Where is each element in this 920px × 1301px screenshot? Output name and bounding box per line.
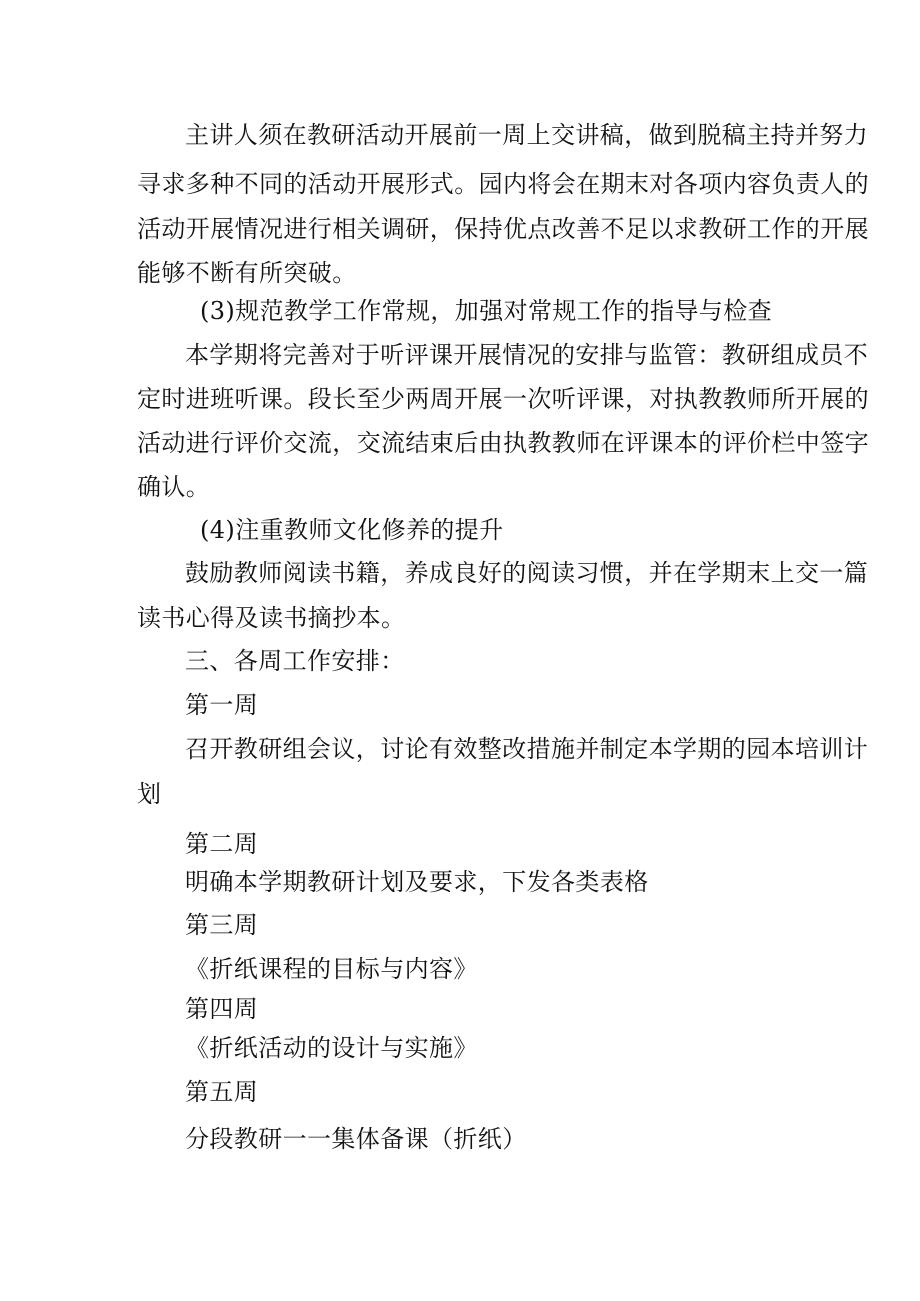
paragraph-3-line-1: 鼓励教师阅读书籍，养成良好的阅读习惯，并在学期末上交一篇 — [185, 559, 869, 587]
week-3-label: 第三周 — [185, 911, 259, 939]
week-5-label: 第五周 — [185, 1078, 259, 1106]
paragraph-2-line-2: 定时进班听课。段长至少两周开展一次听评课，对执教教师所开展的 — [137, 385, 869, 413]
subheading-3: (3)规范教学工作常规，加强对常规工作的指导与检查 — [200, 297, 772, 325]
paragraph-1-line-4: 能够不断有所突破。 — [137, 259, 357, 287]
paragraph-2-line-4: 确认。 — [137, 473, 211, 501]
paragraph-1-line-2: 寻求多种不同的活动开展形式。园内将会在期末对各项内容负责人的 — [137, 170, 869, 198]
week-1-content-line-1: 召开教研组会议，讨论有效整改措施并制定本学期的园本培训计 — [185, 735, 869, 763]
week-2-content: 明确本学期教研计划及要求，下发各类表格 — [185, 868, 649, 896]
paragraph-1-line-1: 主讲人须在教研活动开展前一周上交讲稿，做到脱稿主持并努力 — [185, 121, 869, 149]
section-heading-weekly-plan: 三、各周工作安排： — [185, 647, 405, 675]
week-4-content: 《折纸活动的设计与实施》 — [185, 1034, 478, 1062]
subheading-4: (4)注重教师文化修养的提升 — [200, 516, 504, 544]
paragraph-3-line-2: 读书心得及读书摘抄本。 — [137, 604, 406, 632]
week-5-content: 分段教研一一集体备课（折纸） — [185, 1125, 527, 1153]
week-2-label: 第二周 — [185, 830, 259, 858]
week-1-content-line-2: 划 — [137, 780, 162, 808]
week-1-label: 第一周 — [185, 691, 259, 719]
paragraph-2-line-1: 本学期将完善对于听评课开展情况的安排与监管：教研组成员不 — [185, 341, 869, 369]
paragraph-1-line-3: 活动开展情况进行相关调研，保持优点改善不足以求教研工作的开展 — [137, 215, 869, 243]
paragraph-2-line-3: 活动进行评价交流，交流结束后由执教教师在评课本的评价栏中签字 — [137, 429, 869, 457]
week-3-content: 《折纸课程的目标与内容》 — [185, 955, 478, 983]
week-4-label: 第四周 — [185, 995, 259, 1023]
